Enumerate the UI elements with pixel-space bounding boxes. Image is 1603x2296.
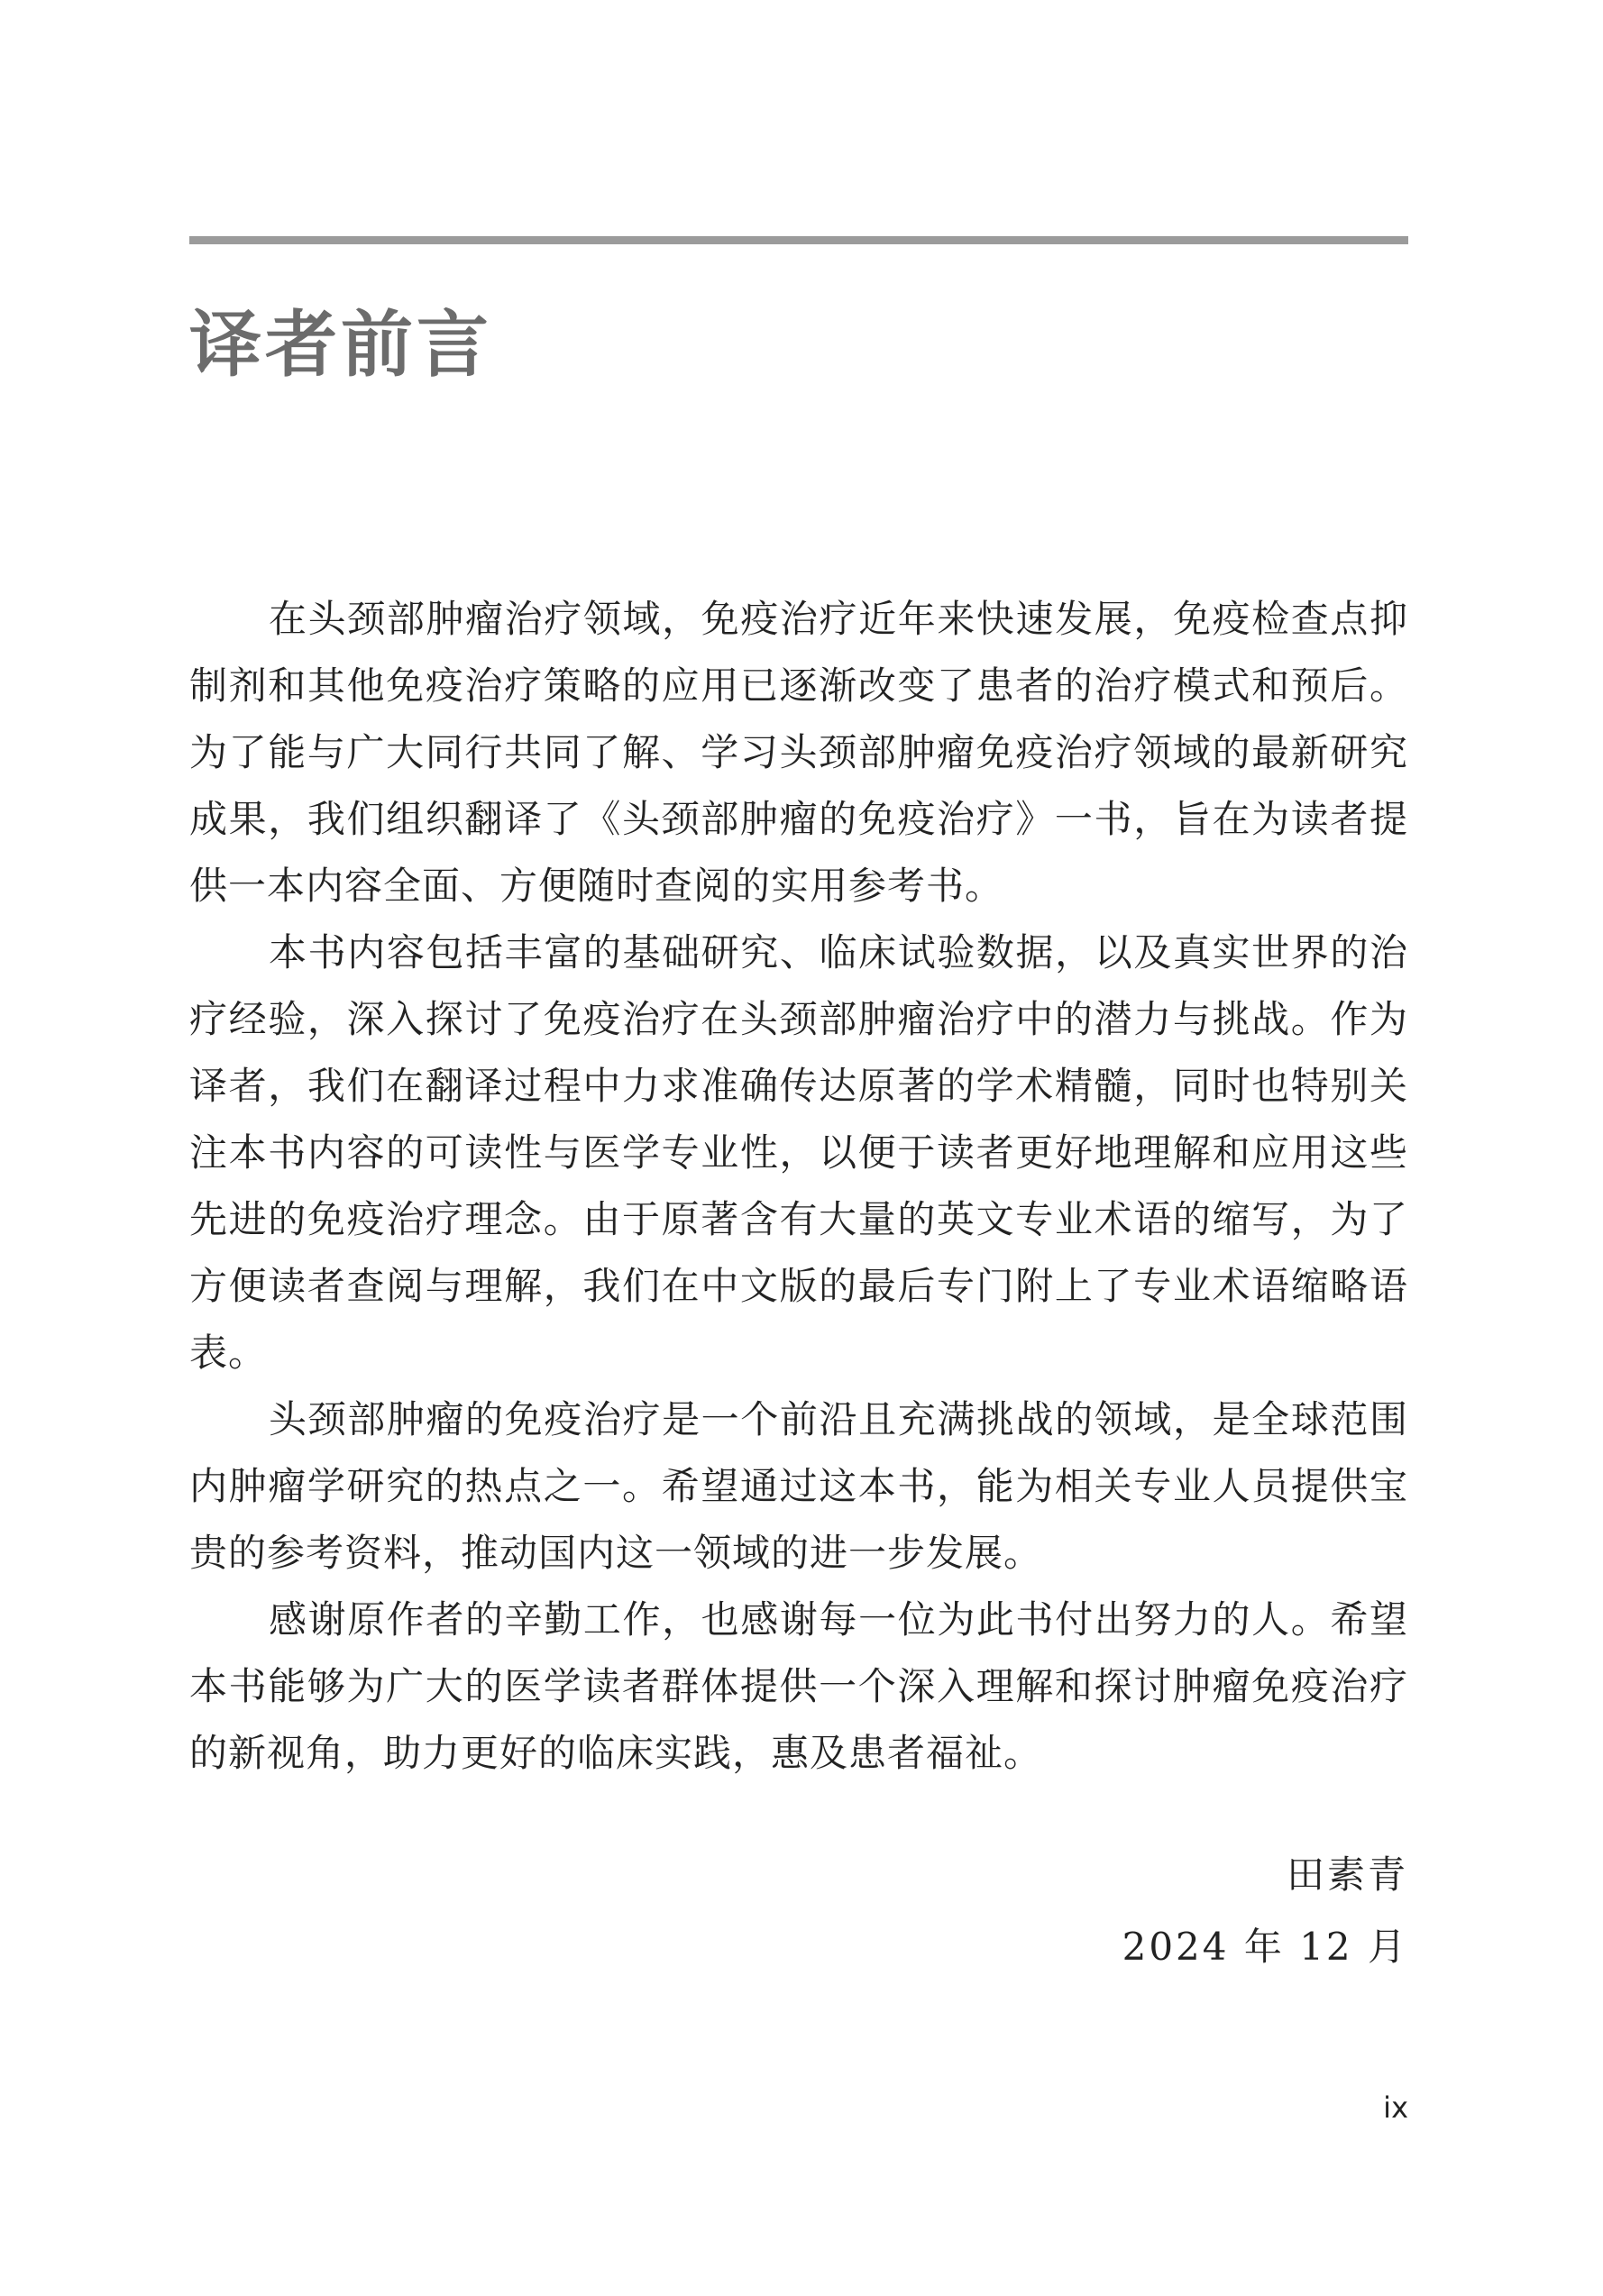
signature-block — [1122, 1839, 1408, 1983]
page-title: 译者前言 — [189, 303, 492, 387]
paragraph: 在头颈部肿瘤治疗领域，免疫治疗近年来快速发展，免疫检查点抑制剂和其他免疫治疗策略的应用已逐渐改变了患者的治疗模式和预后。为了能与广大同行共同了解、学习头颈部肿瘤免疫治疗领域的最新研究成果，我们组织翻译了《头颈部肿瘤的免疫治疗》一书，旨在为读者提供一本内容全面、方便随时查阅的实用参考书。 — [189, 597, 1408, 908]
preface-body — [189, 586, 1408, 1787]
header-divider — [189, 236, 1408, 244]
translator-name: 田素青 — [1286, 1852, 1408, 1897]
page-number: ix — [1383, 2090, 1408, 2125]
paragraph: 头颈部肿瘤的免疫治疗是一个前沿且充满挑战的领域，是全球范围内肿瘤学研究的热点之一。希望通过这本书，能为相关专业人员提供宝贵的参考资料，推动国内这一领域的进一步发展。 — [189, 1397, 1408, 1575]
paragraph: 感谢原作者的辛勤工作，也感谢每一位为此书付出努力的人。希望本书能够为广大的医学读者群体提供一个深入理解和探讨肿瘤免疫治疗的新视角，助力更好的临床实践，惠及患者福祉。 — [189, 1597, 1408, 1775]
paragraph: 本书内容包括丰富的基础研究、临床试验数据，以及真实世界的治疗经验，深入探讨了免疫治疗在头颈部肿瘤治疗中的潜力与挑战。作为译者，我们在翻译过程中力求准确传达原著的学术精髓，同时也特别关注本书内容的可读性与医学专业性，以便于读者更好地理解和应用这些先进的免疫治疗理念。由于原著含有大量的英文专业术语的缩写，为了方便读者查阅与理解，我们在中文版的最后专门附上了专业术语缩略语表。 — [189, 930, 1408, 1375]
signature-date: 2024 年 12 月 — [1122, 1925, 1408, 1969]
